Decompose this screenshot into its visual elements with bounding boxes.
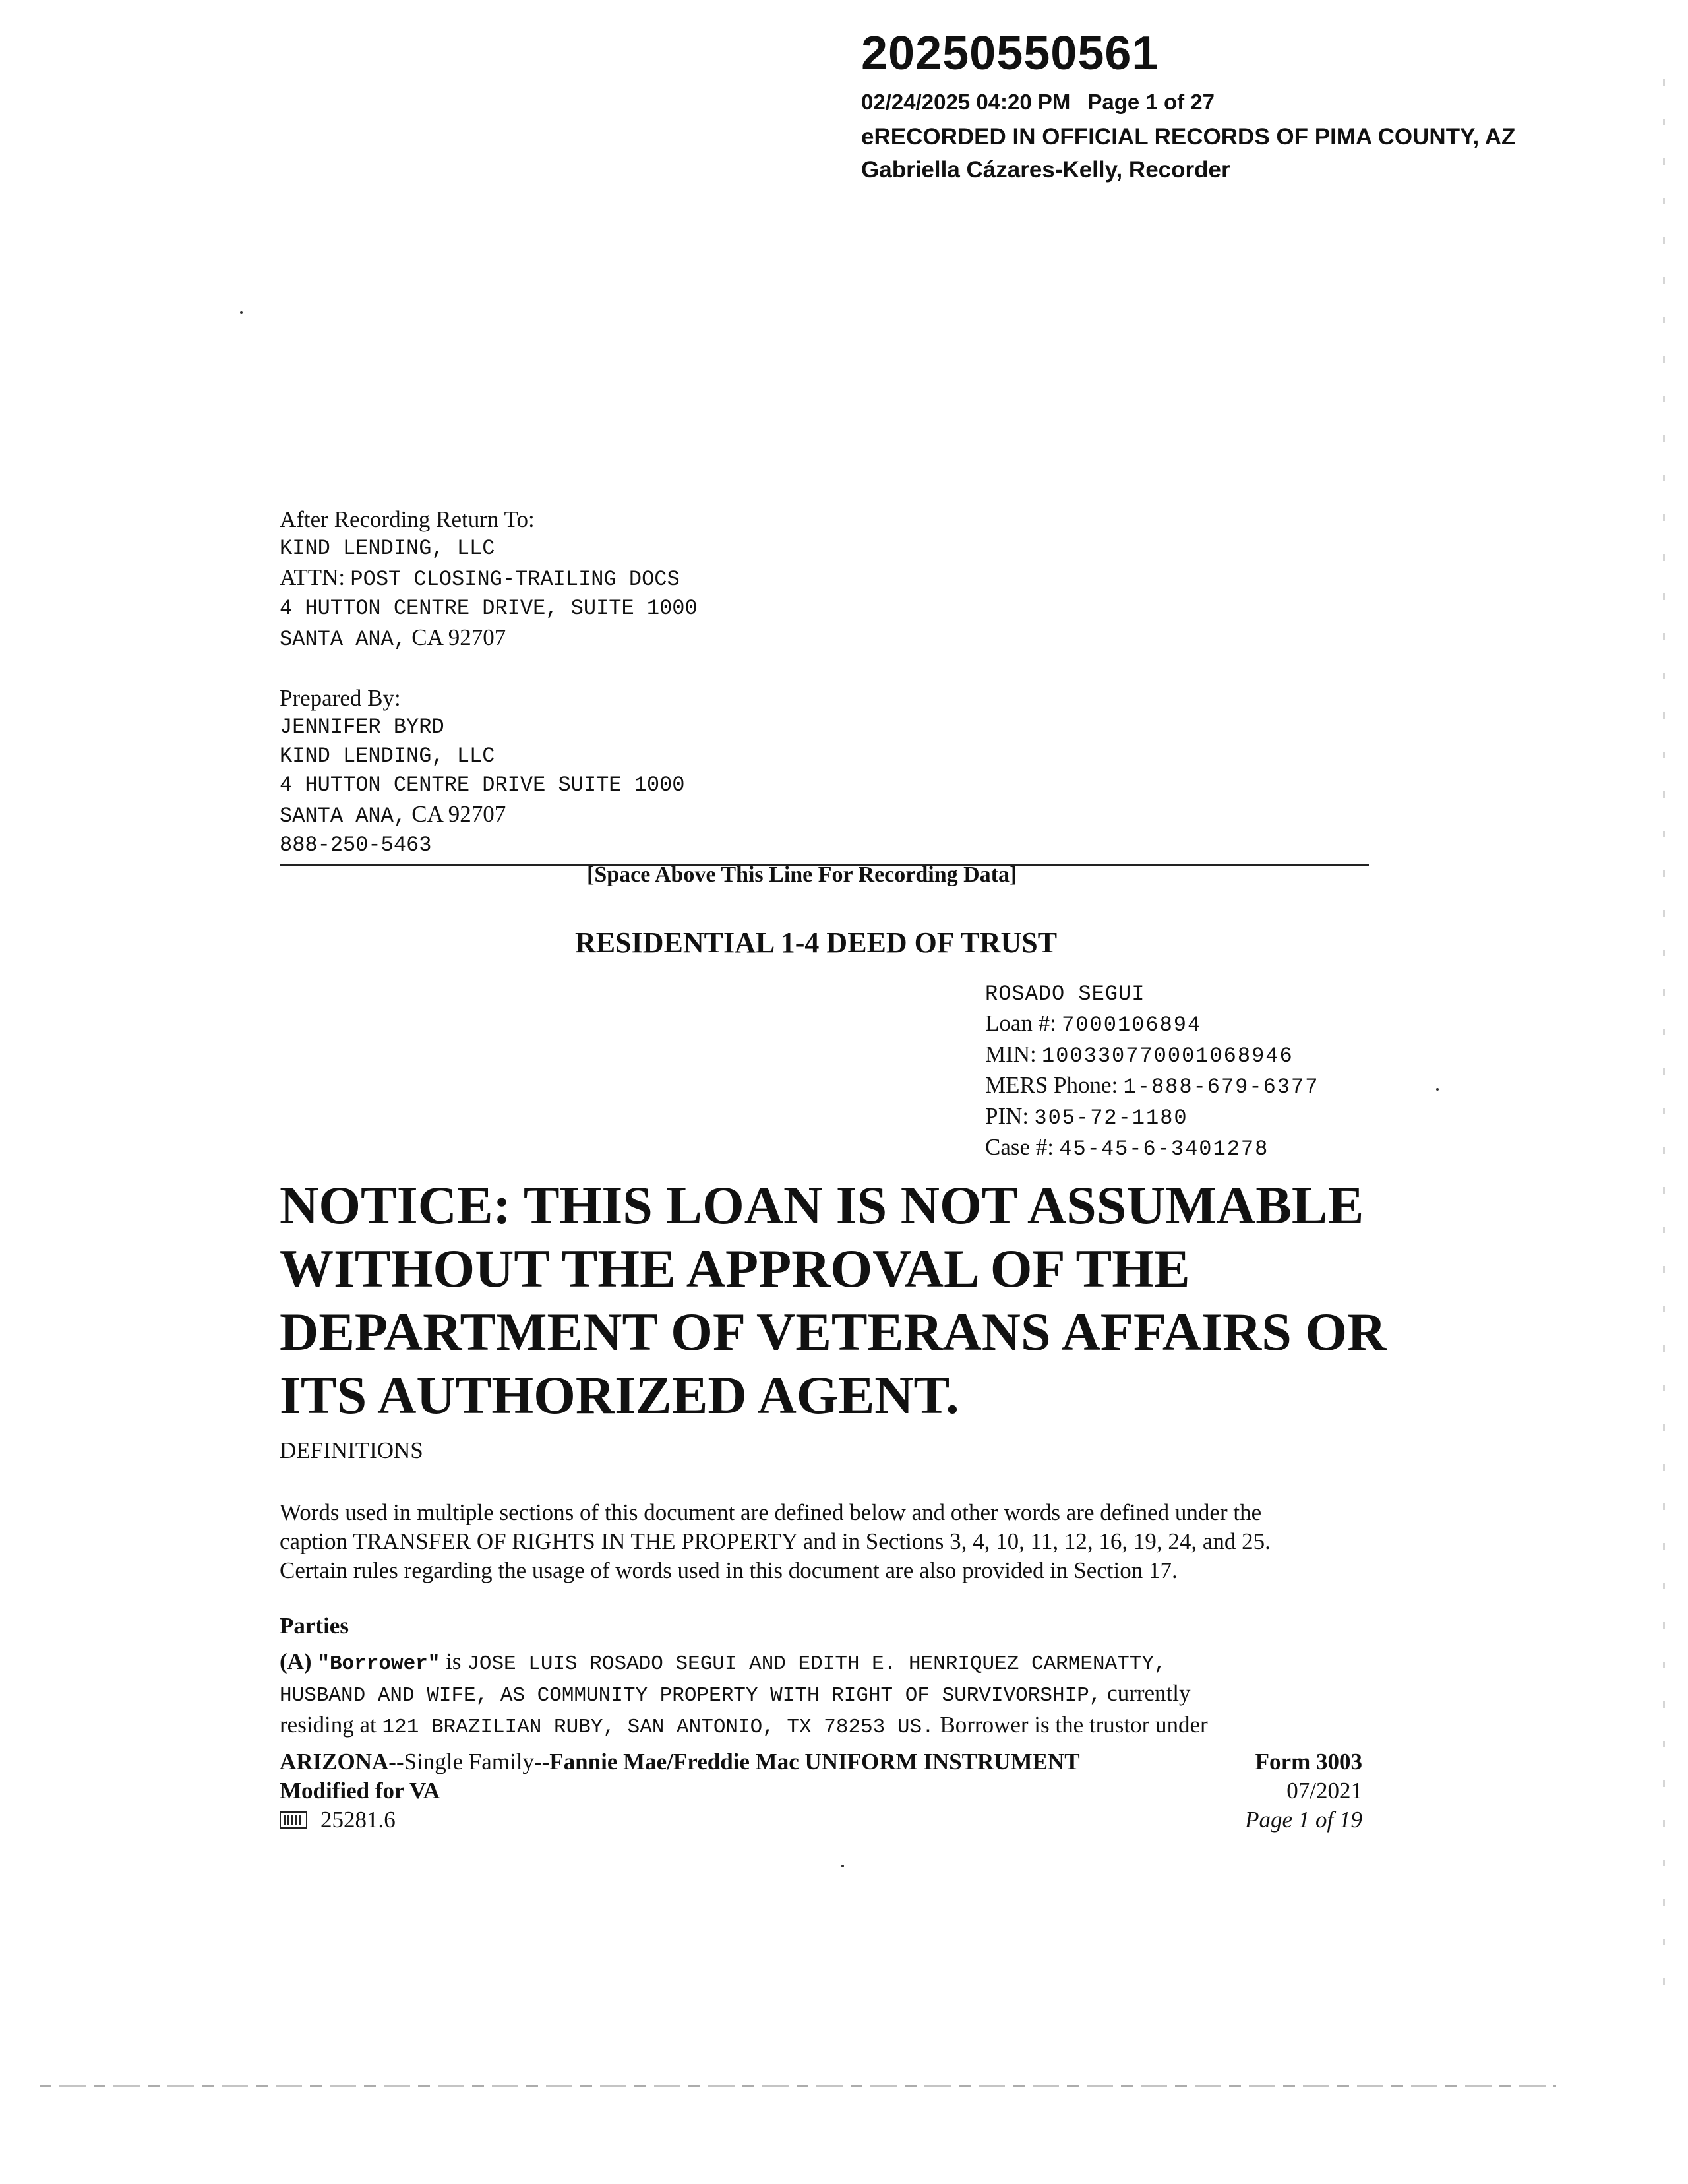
return-to-city: SANTA ANA, CA 92707	[280, 624, 506, 652]
return-to-block	[280, 505, 698, 654]
recording-office: eRECORDED IN OFFICIAL RECORDS OF PIMA COUNTY, AZ	[861, 124, 1516, 150]
recording-recorder: Gabriella Cázares-Kelly, Recorder	[861, 157, 1230, 183]
parties-heading: Parties	[280, 1613, 349, 1639]
form-footer-right	[1200, 1747, 1362, 1835]
scan-speck	[1436, 1088, 1439, 1091]
recording-date-time: 02/24/2025 04:20 PM	[861, 90, 1071, 114]
loan-info-block	[985, 980, 1319, 1164]
footer-page: Page 1 of 19	[1245, 1807, 1362, 1833]
borrower-line: (A) "Borrower" is JOSE LUIS ROSADO SEGUI AND EDITH E. HENRIQUEZ CARMENATTY,	[280, 1649, 1166, 1676]
notice-line: WITHOUT THE APPROVAL OF THE	[280, 1238, 1190, 1298]
definitions-line: caption TRANSFER OF RIGHTS IN THE PROPERTY and in Sections 3, 4, 10, 11, 12, 16, 19, 24, and 25.	[280, 1529, 1271, 1554]
prepared-by-name: JENNIFER BYRD	[280, 715, 444, 739]
prepared-by-heading: Prepared By:	[280, 685, 401, 711]
return-to-company: KIND LENDING, LLC	[280, 536, 495, 561]
mers-phone-line: MERS Phone: 1-888-679-6377	[985, 1072, 1319, 1099]
recording-page-info: Page 1 of 27	[1087, 90, 1215, 114]
footer-modified: Modified for VA	[280, 1778, 440, 1804]
recording-document-number: 20250550561	[861, 27, 1159, 80]
prepared-by-phone: 888-250-5463	[280, 833, 432, 857]
scan-speck	[240, 311, 243, 314]
assumability-notice	[280, 1174, 1387, 1427]
prepared-by-city: SANTA ANA, CA 92707	[280, 801, 506, 828]
document-title: RESIDENTIAL 1-4 DEED OF TRUST	[575, 926, 1058, 959]
notice-line: DEPARTMENT OF VETERANS AFFAIRS OR	[280, 1302, 1387, 1362]
footer-revision: 07/2021	[1286, 1778, 1362, 1804]
footer-form-number: Form 3003	[1255, 1749, 1362, 1774]
scan-edge-line	[1663, 79, 1665, 1991]
loan-number-line: Loan #: 7000106894	[985, 1010, 1202, 1037]
prepared-by-block	[280, 684, 685, 860]
notice-line: NOTICE: THIS LOAN IS NOT ASSUMABLE	[280, 1175, 1364, 1235]
prepared-by-street: 4 HUTTON CENTRE DRIVE SUITE 1000	[280, 773, 685, 797]
definitions-paragraph	[280, 1498, 1271, 1585]
recording-date-line	[861, 90, 1215, 115]
space-above-label: [Space Above This Line For Recording Data]	[587, 863, 1017, 887]
definitions-line: Words used in multiple sections of this document are defined below and other words are defined under the	[280, 1500, 1262, 1525]
return-to-heading: After Recording Return To:	[280, 506, 535, 532]
footer-instrument-line: ARIZONA--Single Family--Fannie Mae/Freddie Mac UNIFORM INSTRUMENT	[280, 1749, 1080, 1774]
return-to-street: 4 HUTTON CENTRE DRIVE, SUITE 1000	[280, 596, 698, 621]
min-line: MIN: 100330770001068946	[985, 1041, 1294, 1068]
case-number-line: Case #: 45-45-6-3401278	[985, 1134, 1269, 1161]
return-to-attn: ATTN: POST CLOSING-TRAILING DOCS	[280, 564, 680, 592]
definitions-line: Certain rules regarding the usage of words used in this document are also provided in Section 17.	[280, 1558, 1178, 1583]
prepared-by-company: KIND LENDING, LLC	[280, 744, 495, 768]
definitions-heading: DEFINITIONS	[280, 1438, 423, 1463]
footer-code-line: 25281.6	[280, 1805, 1080, 1835]
borrower-line: residing at 121 BRAZILIAN RUBY, SAN ANTONIO, TX 78253 US. Borrower is the trustor under	[280, 1712, 1208, 1739]
borrower-line: HUSBAND AND WIFE, AS COMMUNITY PROPERTY WITH RIGHT OF SURVIVORSHIP, currently	[280, 1680, 1191, 1707]
ellie-mae-icon	[280, 1811, 307, 1829]
scan-edge-line	[40, 2085, 1556, 2087]
pin-line: PIN: 305-72-1180	[985, 1103, 1188, 1130]
borrower-paragraph	[280, 1647, 1208, 1742]
notice-line: ITS AUTHORIZED AGENT.	[280, 1365, 959, 1425]
scan-speck	[841, 1865, 844, 1867]
form-footer-left	[280, 1747, 1080, 1835]
loan-borrower-short: ROSADO SEGUI	[985, 982, 1145, 1006]
